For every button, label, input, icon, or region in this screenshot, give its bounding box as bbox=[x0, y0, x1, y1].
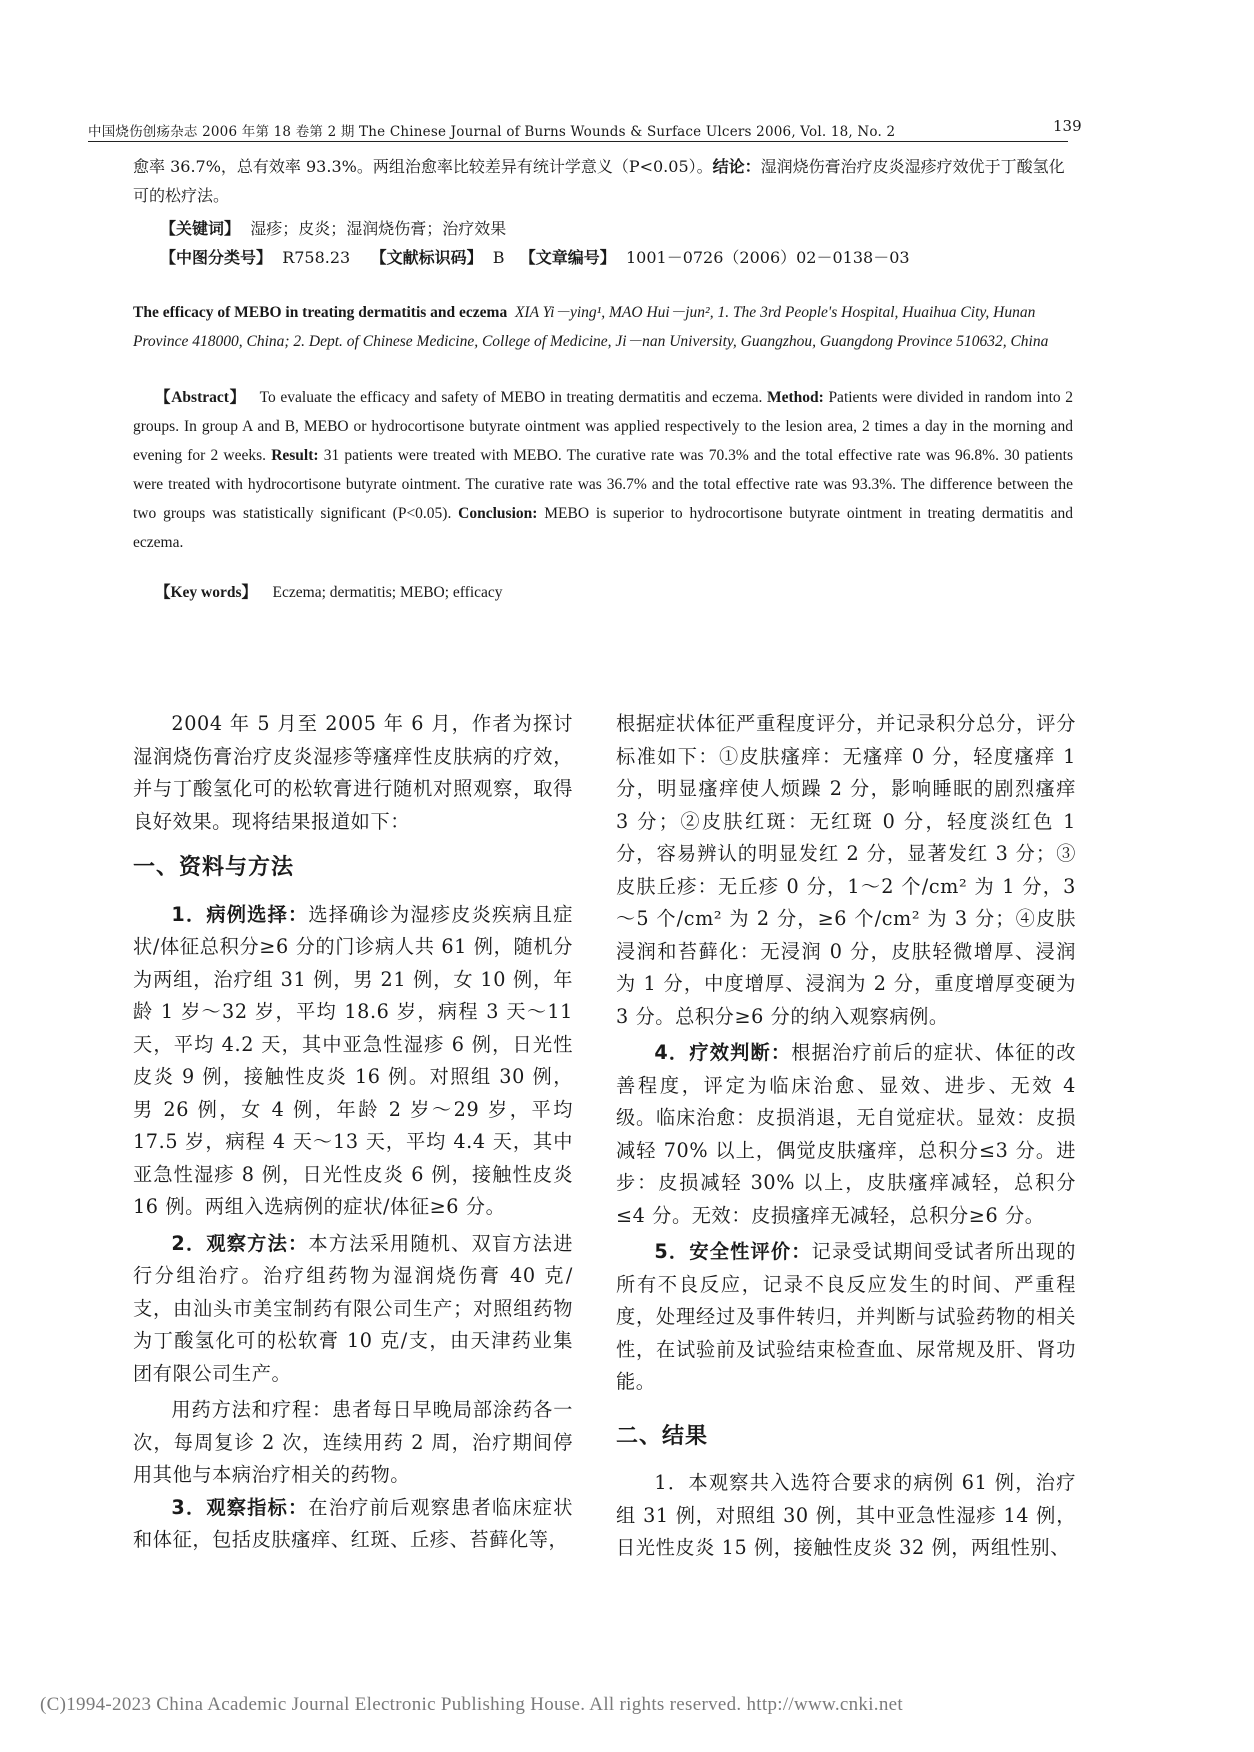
section-4-text: 根据治疗前后的症状、体征的改善程度，评定为临床治愈、显效、进步、无效 4 级。临床治愈：皮损消退，无自觉症状。显效：皮损减轻 70% 以上，偶觉皮肤瘙痒，总积分≤3 分。进步：皮损减轻 30% 以上，皮肤瘙痒减轻，总积分≤4 分。无效：皮损瘙痒无减轻，总积分≥6 分。 bbox=[616, 1041, 1076, 1227]
section-5-text: 记录受试期间受试者所出现的所有不良反应，记录不良反应发生的时间、严重程度，处理经过及事件转归，并判断与试验药物的相关性，在试验前及试验结束检查血、尿常规及肝、肾功能。 bbox=[616, 1240, 1076, 1393]
section-3-label: 3．观察指标： bbox=[171, 1495, 309, 1519]
zh-abstract-tail bbox=[133, 152, 1073, 210]
clc-label: 【中图分类号】 bbox=[160, 248, 273, 267]
en-result-label: Result: bbox=[271, 447, 319, 464]
scoring-paragraph: 根据症状体征严重程度评分，并记录积分总分，评分标准如下：①皮肤瘙痒：无瘙痒 0 分，轻度瘙痒 1 分，明显瘙痒使人烦躁 2 分，影响睡眠的剧烈瘙痒 3 分；②皮肤红斑：无红斑 0 分，轻度淡红色 1 分，容易辨认的明显发红 2 分，显著发红 3 分；③皮肤丘疹：无丘疹 0 分，1～2 个/cm² 为 1 分，3～5 个/cm² 为 2 分，≥6 个/cm² 为 3 分；④皮肤浸润和苔藓化：无浸润 0 分，皮肤轻微增厚、浸润为 1 分，中度增厚、浸润为 2 分，重度增厚变硬为 3 分。总积分≥6 分的纳入观察病例。 bbox=[616, 712, 1076, 1028]
section-3-text: 在治疗前后观察患者临床症状和体征，包括皮肤瘙痒、红斑、丘疹、苔藓化等， bbox=[133, 1495, 573, 1551]
zh-keywords-text: 湿疹；皮炎；湿润烧伤膏；治疗效果 bbox=[250, 219, 507, 238]
dosage-paragraph: 用药方法和疗程：患者每日早晚局部涂药各一次，每周复诊 2 次，连续用药 2 周，治疗期间停用其他与本病治疗相关的药物。 bbox=[133, 1398, 573, 1486]
en-conclusion-label: Conclusion: bbox=[458, 505, 538, 522]
clc-value: R758.23 bbox=[282, 248, 351, 267]
zh-keywords-label: 【关键词】 bbox=[160, 219, 241, 238]
articleno-label: 【文章编号】 bbox=[519, 248, 616, 267]
section-4-label: 4．疗效判断： bbox=[654, 1041, 792, 1064]
en-conclusion-text: MEBO is superior to hydrocortisone butyrate ointment in treating dermatitis and eczema. bbox=[133, 505, 1074, 551]
body-left-column bbox=[133, 708, 573, 1557]
copyright-footer: (C)1994-2023 China Academic Journal Electronic Publishing House. All rights reserved. http://www.cnki.net bbox=[40, 1694, 903, 1715]
en-abstract-block bbox=[133, 383, 1073, 557]
en-affiliation: , 1. The 3rd People's Hospital, Huaihua City, Hunan Province 418000, China; 2. Dept. of Chinese Medicine, College of Medicine, Ji－nan University, Guangzhou, Guangdong Province 510632, China bbox=[133, 304, 1049, 350]
section-heading-methods: 一、资料与方法 bbox=[133, 855, 295, 880]
articleno-value: 1001－0726（2006）02－0138－03 bbox=[625, 248, 910, 267]
running-header: 中国烧伤创疡杂志 2006 年第 18 卷第 2 期 The Chinese Journal of Burns Wounds & Surface Ulcers 2006, Vol. 18, No. 2 bbox=[88, 124, 896, 140]
en-keywords bbox=[155, 578, 1095, 607]
en-abstract-text: To evaluate the efficacy and safety of MEBO in treating dermatitis and eczema. bbox=[259, 389, 763, 406]
en-result-text: 31 patients were treated with MEBO. The curative rate was 70.3% and the total effective rate was 96.8%. 30 patients were treated with hydrocortisone butyrate ointment. The curative rate was 36.7% and the total effective rate was 93.3%. The difference between the two groups was statistically significant (P<0.05). bbox=[133, 447, 1074, 522]
section-2-label: 2．观察方法： bbox=[171, 1231, 309, 1255]
zh-keywords bbox=[160, 214, 1060, 243]
section-5-paragraph bbox=[616, 1236, 1076, 1399]
section-2-paragraph bbox=[133, 1228, 573, 1391]
section-5-label: 5．安全性评价： bbox=[654, 1240, 812, 1263]
en-title-block bbox=[133, 298, 1073, 356]
zh-conclusion-label: 结论： bbox=[712, 157, 761, 176]
en-abstract-label: 【Abstract】 bbox=[155, 389, 246, 406]
section-1-label: 1．病例选择： bbox=[171, 902, 309, 926]
intro-paragraph: 2004 年 5 月至 2005 年 6 月，作者为探讨湿润烧伤膏治疗皮炎湿疹等瘙痒性皮肤病的疗效，并与丁酸氢化可的松软膏进行随机对照观察，取得良好效果。现将结果报道如下： bbox=[133, 712, 573, 833]
section-1-text: 选择确诊为湿疹皮炎疾病且症状/体征总积分≥6 分的门诊病人共 61 例，随机分为两组，治疗组 31 例，男 21 例，女 10 例，年龄 1 岁～32 岁，平均 18.6 岁，病程 3 天～11 天，平均 4.2 天，其中亚急性湿疹 6 例，日光性皮炎 9 例，接触性皮炎 16 例。对照组 30 例，男 26 例，女 4 例，年龄 2 岁～29 岁，平均 17.5 岁，病程 4 天～13 天，平均 4.4 天，其中亚急性湿疹 8 例，日光性皮炎 6 例，接触性皮炎 16 例。两组入选病例的症状/体征≥6 分。 bbox=[133, 902, 573, 1218]
en-keywords-text: Eczema; dermatitis; MEBO; efficacy bbox=[272, 584, 503, 601]
section-3-paragraph bbox=[133, 1492, 573, 1557]
result-1-paragraph: 1．本观察共入选符合要求的病例 61 例，治疗组 31 例，对照组 30 例，其中亚急性湿疹 14 例，日光性皮炎 15 例，接触性皮炎 32 例，两组性别、 bbox=[616, 1471, 1076, 1559]
en-method-label: Method: bbox=[767, 389, 824, 406]
page-number: 139 bbox=[1053, 117, 1082, 135]
section-heading-results: 二、结果 bbox=[616, 1423, 709, 1449]
doccode-value: B bbox=[492, 248, 505, 267]
en-method-text: Patients were divided in random into 2 groups. In group A and B, MEBO or hydrocortisone butyrate ointment was applied respectively to the lesion area, 2 times a day in the morning and evening for 2 weeks. bbox=[133, 389, 1074, 464]
en-authors: XIA Yi－ying¹, MAO Hui－jun² bbox=[514, 304, 710, 321]
section-1-paragraph bbox=[133, 899, 573, 1224]
section-2-text: 本方法采用随机、双盲方法进行分组治疗。治疗组药物为湿润烧伤膏 40 克/支，由汕头市美宝制药有限公司生产；对照组药物为丁酸氢化可的松软膏 10 克/支，由天津药业集团有限公司生产。 bbox=[133, 1231, 573, 1385]
doccode-label: 【文献标识码】 bbox=[370, 248, 483, 267]
zh-abstract-text-1: 愈率 36.7%，总有效率 93.3%。两组治愈率比较差异有统计学意义（P<0.05）。 bbox=[133, 157, 713, 176]
en-keywords-label: 【Key words】 bbox=[155, 584, 258, 601]
body-right-column bbox=[616, 708, 1076, 1565]
zh-classification bbox=[160, 243, 1060, 272]
section-4-paragraph bbox=[616, 1037, 1076, 1232]
zh-abstract-text-2: 湿润烧伤膏治疗皮炎湿疹疗效优于丁酸氢化可的松疗法。 bbox=[133, 157, 1065, 205]
header-rule bbox=[88, 141, 1068, 142]
en-title: The efficacy of MEBO in treating dermatitis and eczema bbox=[133, 304, 508, 321]
